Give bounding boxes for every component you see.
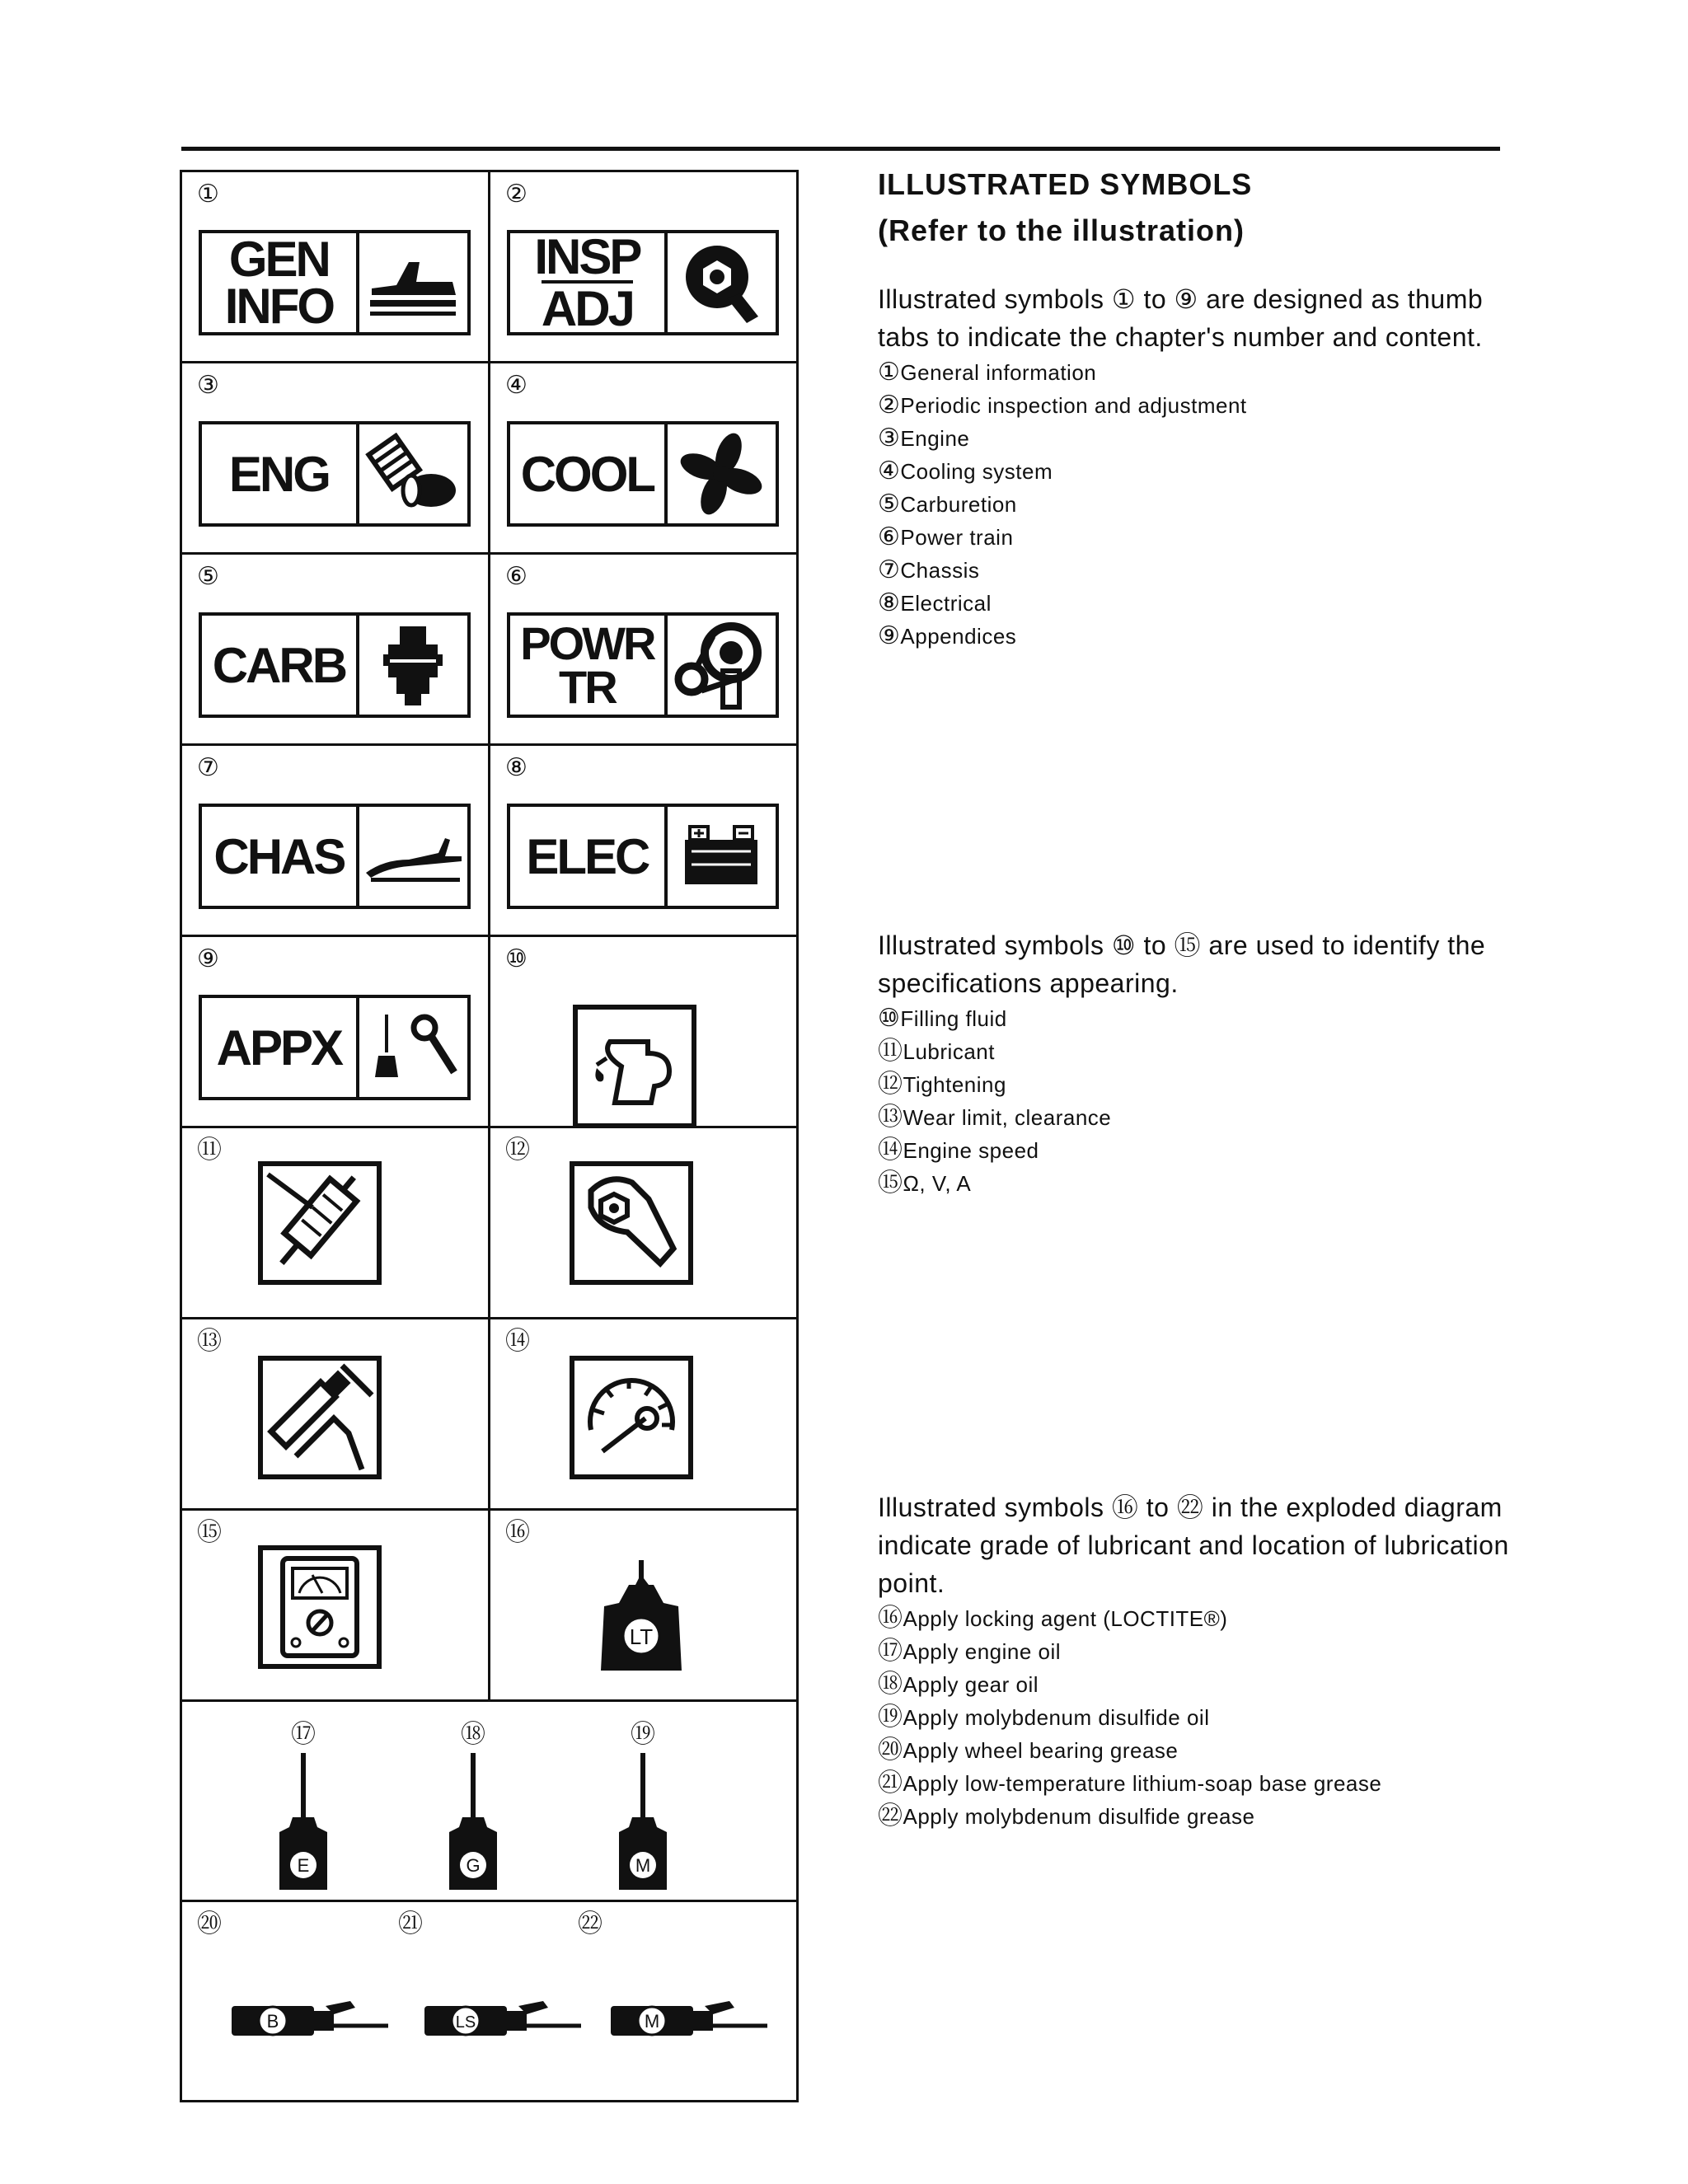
thumb-tab-appx <box>199 995 471 1100</box>
lube-symbol-list <box>878 1602 1521 1833</box>
snowmobile-icon <box>359 233 467 332</box>
grease-gun-b-icon <box>227 1985 392 2050</box>
tab-label: COOL <box>520 446 654 502</box>
fan-icon <box>668 424 776 523</box>
grid-row <box>182 1902 796 2100</box>
section-heading <box>878 162 1521 254</box>
grease-letter: LS <box>455 2013 476 2032</box>
section-title: ILLUSTRATED SYMBOLS <box>878 167 1253 201</box>
item-number: ① <box>878 358 901 387</box>
lube-symbol-cell <box>182 1702 796 1900</box>
tachometer-icon <box>570 1356 693 1479</box>
symbol-number: ⑬ <box>197 1327 222 1356</box>
thumb-tab-cell <box>182 937 488 1126</box>
para-text: Illustrated symbols ⑩ to ⑮ are used to identify the specifications appearing. <box>878 930 1486 998</box>
spec-symbol-cell <box>488 937 796 1126</box>
item-label: Apply molybdenum disulfide oil <box>903 1705 1210 1730</box>
grid-row <box>182 1702 796 1902</box>
item-number: ⑮ <box>878 1169 903 1197</box>
item-number: ③ <box>878 424 901 452</box>
grid-row <box>182 1511 796 1702</box>
lube-symbol-cell <box>182 1902 796 2100</box>
symbol-number: ⑧ <box>505 753 528 782</box>
list-item <box>878 1767 1521 1800</box>
tab-label: GEN <box>228 232 329 287</box>
item-number: ⑪ <box>878 1037 903 1066</box>
list-item <box>878 1800 1521 1833</box>
item-label: Cooling system <box>900 459 1053 484</box>
spec-symbol-cell <box>182 1319 488 1508</box>
item-number: ⑧ <box>878 588 901 617</box>
symbol-number: ㉑ <box>398 1910 423 1938</box>
item-label: Lubricant <box>903 1039 995 1064</box>
thumb-tab-cell <box>182 746 488 935</box>
thumb-tab-eng <box>199 421 471 527</box>
carburetor-icon <box>359 616 467 715</box>
item-label: Electrical <box>900 591 992 616</box>
item-label: Apply molybdenum disulfide grease <box>903 1804 1255 1829</box>
list-item <box>878 1101 1521 1134</box>
moly-oil-bottle <box>614 1713 672 1893</box>
thumb-tab-cell <box>182 172 488 361</box>
item-label: Chassis <box>900 558 980 583</box>
symbol-number: ⑮ <box>197 1518 222 1547</box>
grease-gun-ls-icon <box>420 1985 584 2050</box>
tab-label: ENG <box>228 446 329 502</box>
thumb-tab-chas <box>199 804 471 909</box>
tab-label: APPX <box>216 1019 342 1076</box>
spec-symbol-cell <box>182 1511 488 1699</box>
spec-symbol-list <box>878 1002 1521 1200</box>
item-label: Apply engine oil <box>903 1639 1062 1664</box>
lubricant-gun-icon <box>258 1161 382 1285</box>
symbol-number: ⑥ <box>505 562 528 591</box>
list-item <box>878 1668 1521 1701</box>
item-label: Engine speed <box>903 1138 1039 1163</box>
item-number: ② <box>878 391 901 419</box>
chassis-ski-icon <box>359 807 467 906</box>
list-item <box>878 1134 1521 1167</box>
tab-label: INFO <box>224 279 334 334</box>
caliper-icon <box>258 1356 382 1479</box>
grid-row <box>182 555 796 746</box>
item-number: ⑬ <box>878 1103 903 1132</box>
tightening-wrench-icon <box>570 1161 693 1285</box>
item-number: ㉒ <box>878 1802 903 1830</box>
list-item <box>878 1635 1521 1668</box>
thumb-tab-cell <box>182 363 488 552</box>
tab-label: INSP <box>534 229 640 284</box>
tab-label: CARB <box>212 637 346 693</box>
thumb-tab-cell <box>488 363 796 552</box>
list-item <box>878 1167 1521 1200</box>
symbol-number: ⑰ <box>291 1720 316 1749</box>
item-label: Apply wheel bearing grease <box>903 1738 1179 1763</box>
multimeter-icon <box>258 1545 382 1669</box>
top-rule <box>181 147 1500 151</box>
item-number: ⑨ <box>878 621 901 650</box>
symbol-number: ⑫ <box>505 1136 530 1165</box>
list-item <box>878 587 1521 620</box>
item-number: ⑳ <box>878 1736 903 1765</box>
thumb-tab-powr-tr <box>507 612 779 718</box>
thumb-tab-carb <box>199 612 471 718</box>
item-label: Wear limit, clearance <box>903 1105 1112 1130</box>
tab-label: POWR <box>520 616 654 669</box>
list-item <box>878 455 1521 488</box>
spec-symbol-cell <box>488 1128 796 1317</box>
list-item <box>878 1734 1521 1767</box>
item-label: Apply low-temperature lithium-soap base grease <box>903 1771 1382 1796</box>
tab-label: ADJ <box>541 281 633 336</box>
thumb-tab-insp-adj <box>507 230 779 335</box>
item-label: Apply locking agent (LOCTITE®) <box>903 1606 1228 1631</box>
thumb-tab-gen-info <box>199 230 471 335</box>
thumb-tab-cell <box>488 746 796 935</box>
symbol-number: ② <box>505 180 528 209</box>
wrench-nut-icon <box>668 233 776 332</box>
item-number: ㉑ <box>878 1769 903 1797</box>
engine-piston-icon <box>359 424 467 523</box>
list-item <box>878 620 1521 653</box>
symbol-grid <box>180 170 799 2102</box>
symbol-number: ⑳ <box>197 1910 222 1938</box>
tab-label: ELEC <box>526 828 649 884</box>
item-number: ⑫ <box>878 1070 903 1099</box>
item-number: ④ <box>878 457 901 485</box>
grid-row <box>182 746 796 937</box>
item-number: ⑯ <box>878 1604 903 1633</box>
grid-row <box>182 1128 796 1319</box>
symbol-number: ⑱ <box>461 1720 485 1749</box>
symbol-number: ㉒ <box>578 1910 603 1938</box>
item-label: Apply gear oil <box>903 1672 1039 1697</box>
list-item <box>878 1701 1521 1734</box>
item-number: ⑲ <box>878 1703 903 1732</box>
grid-row <box>182 1319 796 1511</box>
item-label: Carburetion <box>900 492 1017 517</box>
bottle-letter: G <box>466 1855 481 1876</box>
bottle-letter: E <box>297 1855 310 1876</box>
symbol-number: ⑭ <box>505 1327 530 1356</box>
item-label: Ω, V, A <box>903 1171 972 1196</box>
list-item <box>878 488 1521 521</box>
symbol-number: ④ <box>505 371 528 400</box>
thumb-tab-cell <box>488 555 796 743</box>
symbol-number: ① <box>197 180 219 209</box>
gear-oil-bottle <box>444 1713 502 1893</box>
filling-fluid-icon <box>573 1005 696 1128</box>
tab-label: TR <box>559 661 616 713</box>
grease-letter: B <box>266 2011 279 2032</box>
item-label: Filling fluid <box>900 1006 1007 1031</box>
section-subtitle: (Refer to the illustration) <box>878 213 1245 247</box>
symbol-number: ⑦ <box>197 753 219 782</box>
locking-agent-bottle-icon <box>596 1560 687 1675</box>
thumb-tab-list <box>878 356 1521 653</box>
oiler-wrench-icon <box>359 998 467 1097</box>
list-item <box>878 554 1521 587</box>
list-item <box>878 1602 1521 1635</box>
para-spec-symbols <box>878 926 1521 1200</box>
grease-letter: M <box>644 2011 660 2032</box>
battery-icon <box>668 807 776 906</box>
list-item <box>878 521 1521 554</box>
tab-label: CHAS <box>213 828 345 884</box>
item-label: Power train <box>900 525 1014 550</box>
list-item <box>878 422 1521 455</box>
item-label: Periodic inspection and adjustment <box>900 393 1247 418</box>
symbol-number: ③ <box>197 371 219 400</box>
list-item <box>878 1002 1521 1035</box>
para-text: Illustrated symbols ① to ⑨ are designed as thumb tabs to indicate the chapter's number and content. <box>878 284 1484 352</box>
item-number: ⑦ <box>878 555 901 584</box>
thumb-tab-cell <box>488 172 796 361</box>
item-number: ⑥ <box>878 523 901 551</box>
symbol-number: ⑯ <box>505 1518 530 1547</box>
symbol-number: ⑪ <box>197 1136 222 1165</box>
item-number: ⑭ <box>878 1136 903 1165</box>
item-number: ⑩ <box>878 1004 901 1033</box>
engine-oil-bottle <box>274 1713 332 1893</box>
symbol-number: ⑨ <box>197 944 219 973</box>
drive-belt-icon <box>668 616 776 715</box>
list-item <box>878 1068 1521 1101</box>
symbol-number: ⑤ <box>197 562 219 591</box>
symbol-number: ⑲ <box>631 1720 655 1749</box>
item-label: Engine <box>900 426 970 451</box>
thumb-tab-cell <box>182 555 488 743</box>
list-item <box>878 356 1521 389</box>
thumb-tab-cool <box>507 421 779 527</box>
item-label: General information <box>900 360 1097 385</box>
lube-symbol-cell <box>488 1511 796 1699</box>
item-label: Tightening <box>903 1072 1006 1097</box>
list-item <box>878 1035 1521 1068</box>
grid-row <box>182 172 796 363</box>
item-number: ⑱ <box>878 1670 903 1699</box>
item-number: ⑰ <box>878 1637 903 1666</box>
para-thumb-tabs <box>878 280 1521 653</box>
grid-row <box>182 363 796 555</box>
spec-symbol-cell <box>182 1128 488 1317</box>
grid-row <box>182 937 796 1128</box>
symbol-number: ⑩ <box>505 944 528 973</box>
grease-gun-m-icon <box>606 1985 771 2050</box>
item-label: Appendices <box>900 624 1017 649</box>
list-item <box>878 389 1521 422</box>
para-text: Illustrated symbols ⑯ to ㉒ in the exploded diagram indicate grade of lubricant and location of lubrication point. <box>878 1493 1509 1598</box>
item-number: ⑤ <box>878 490 901 518</box>
bottle-letter: M <box>635 1855 651 1876</box>
thumb-tab-elec <box>507 804 779 909</box>
spec-symbol-cell <box>488 1319 796 1508</box>
para-lube-symbols <box>878 1488 1521 1833</box>
bottle-letter: LT <box>629 1624 654 1649</box>
